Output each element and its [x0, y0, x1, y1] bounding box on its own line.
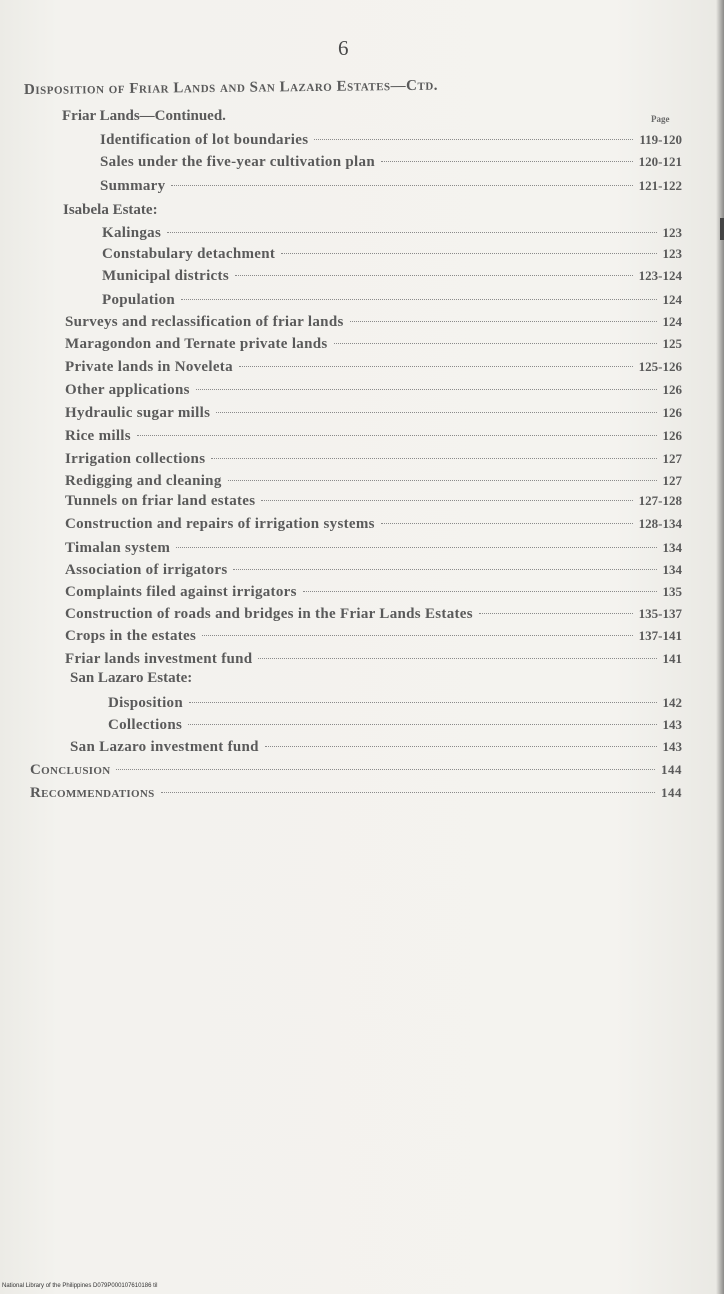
toc-entry-pages: 126	[662, 428, 682, 443]
toc-entry-pages: 134	[662, 540, 682, 555]
dot-leader	[281, 253, 656, 254]
toc-entry	[65, 449, 682, 469]
dot-leader	[381, 523, 633, 524]
toc-entry	[65, 560, 682, 580]
toc-entry-pages: 135-137	[638, 606, 682, 621]
toc-entry-pages: 123	[662, 225, 682, 240]
toc-entry	[30, 760, 682, 780]
toc-entry-pages: 144	[661, 762, 682, 777]
toc-entry-title: Construction of roads and bridges in the Friar Lands Estates	[65, 606, 473, 622]
toc-entry-title: Redigging and cleaning	[65, 473, 222, 489]
dot-leader	[116, 769, 655, 770]
toc-entry-title: Summary	[100, 178, 166, 194]
dot-leader	[137, 435, 657, 436]
toc-entry-title: Tunnels on friar land estates	[65, 493, 256, 509]
dot-leader	[235, 275, 633, 276]
toc-entry	[100, 152, 682, 172]
toc-entry-title: Association of irrigators	[65, 562, 228, 578]
toc-entry	[65, 538, 682, 558]
toc-entry	[65, 582, 682, 602]
dot-leader	[233, 569, 656, 570]
toc-entry	[65, 649, 682, 669]
toc-entry	[65, 604, 682, 624]
toc-entry	[108, 715, 682, 735]
toc-entry-pages: 144	[661, 785, 682, 800]
page-column-label: Page	[651, 114, 670, 124]
toc-entry	[65, 312, 682, 332]
toc-entry-pages: 143	[662, 739, 682, 754]
toc-entry	[65, 626, 682, 646]
toc-entry	[30, 783, 682, 803]
toc-entry-pages: 120-121	[638, 154, 682, 169]
toc-entry	[100, 130, 682, 150]
toc-entry-title: Collections	[108, 717, 183, 733]
dot-leader	[188, 724, 656, 725]
page-edge-mark	[720, 218, 724, 240]
toc-entry-title: Identification of lot boundaries	[100, 132, 309, 148]
toc-entry-title: Private lands in Noveleta	[65, 359, 233, 375]
toc-entry-title: Disposition	[108, 695, 183, 711]
toc-entry	[70, 737, 682, 757]
toc-entry-title: Conclusion	[30, 762, 111, 778]
toc-entry-pages: 127-128	[638, 493, 682, 508]
toc-entry-title: Constabulary detachment	[102, 246, 276, 262]
dot-leader	[216, 412, 656, 413]
toc-entry-title: Surveys and reclassification of friar lands	[65, 314, 344, 330]
dot-leader	[196, 389, 657, 390]
toc-entry	[65, 403, 682, 423]
toc-entry-title: Recommendations	[30, 785, 155, 801]
toc-entry	[102, 290, 682, 310]
toc-entry-pages: 123	[662, 246, 682, 261]
toc-entry-title: Municipal districts	[102, 268, 229, 284]
dot-leader	[228, 480, 657, 481]
dot-leader	[261, 500, 632, 501]
isabela-estate-heading: Isabela Estate:	[63, 202, 158, 218]
toc-entry-pages: 134	[662, 562, 682, 577]
toc-entry-pages: 127	[662, 473, 682, 488]
toc-entry-title: Maragondon and Ternate private lands	[65, 336, 328, 352]
page-edge-shadow	[716, 0, 724, 1294]
dot-leader	[239, 366, 633, 367]
toc-entry-title: Timalan system	[65, 540, 171, 556]
san-lazaro-estate-heading: San Lazaro Estate:	[70, 670, 193, 686]
dot-leader	[350, 321, 657, 322]
toc-entry-title: Population	[102, 292, 176, 308]
toc-entry-pages: 143	[662, 717, 682, 732]
toc-entry-title: Construction and repairs of irrigation systems	[65, 516, 375, 532]
toc-entry-pages: 123-124	[638, 268, 682, 283]
toc-entry-pages: 125-126	[638, 359, 682, 374]
toc-entry-title: San Lazaro investment fund	[70, 739, 259, 755]
toc-entry-title: Complaints filed against irrigators	[65, 584, 297, 600]
dot-leader	[211, 458, 656, 459]
toc-entry-pages: 141	[662, 651, 682, 666]
dot-leader	[265, 746, 657, 747]
toc-entry	[65, 426, 682, 446]
toc-entry	[100, 176, 682, 196]
dot-leader	[258, 658, 656, 659]
toc-entry-title: Crops in the estates	[65, 628, 197, 644]
dot-leader	[303, 591, 657, 592]
toc-entry-title: Other applications	[65, 382, 190, 398]
page-number: 6	[338, 36, 349, 60]
dot-leader	[479, 613, 633, 614]
toc-entry-pages: 135	[662, 584, 682, 599]
toc-entry-title: Hydraulic sugar mills	[65, 405, 211, 421]
toc-entry	[65, 334, 682, 354]
toc-entry-pages: 126	[662, 382, 682, 397]
dot-leader	[167, 232, 656, 233]
toc-entry-pages: 119-120	[639, 132, 682, 147]
section-heading: Disposition of Friar Lands and San Lazaro Estates—Ctd.	[23, 77, 439, 98]
toc-entry-title: Friar lands investment fund	[65, 651, 253, 667]
dot-leader	[181, 299, 656, 300]
toc-entry-title: Irrigation collections	[65, 451, 206, 467]
toc-entry-title: Rice mills	[65, 428, 131, 444]
toc-entry-pages: 126	[662, 405, 682, 420]
dot-leader	[176, 547, 656, 548]
toc-entry-title: Kalingas	[102, 225, 162, 241]
dot-leader	[314, 139, 633, 140]
toc-entry	[65, 514, 682, 534]
toc-entry	[65, 357, 682, 377]
dot-leader	[161, 792, 655, 793]
toc-entry-pages: 137-141	[638, 628, 682, 643]
toc-entry-pages: 124	[662, 292, 682, 307]
toc-entry-pages: 128-134	[638, 516, 682, 531]
toc-entry	[65, 491, 682, 511]
toc-entry-title: Sales under the five-year cultivation plan	[100, 154, 375, 170]
dot-leader	[334, 343, 657, 344]
dot-leader	[171, 185, 632, 186]
toc-entry-pages: 142	[662, 695, 682, 710]
dot-leader	[381, 161, 633, 162]
toc-entry	[102, 244, 682, 264]
toc-entry-pages: 124	[662, 314, 682, 329]
library-footer-watermark: National Library of the Philippines D079P000107610186 til	[2, 1283, 158, 1289]
toc-entry	[108, 693, 682, 713]
toc-entry	[65, 471, 682, 491]
toc-entry-pages: 121-122	[638, 178, 682, 193]
dot-leader	[189, 702, 657, 703]
dot-leader	[202, 635, 633, 636]
toc-entry-pages: 125	[662, 336, 682, 351]
toc-entry	[102, 266, 682, 286]
toc-entry-pages: 127	[662, 451, 682, 466]
toc-entry	[102, 223, 682, 243]
toc-entry	[65, 380, 682, 400]
friar-lands-continued-heading: Friar Lands—Continued.	[62, 108, 226, 124]
